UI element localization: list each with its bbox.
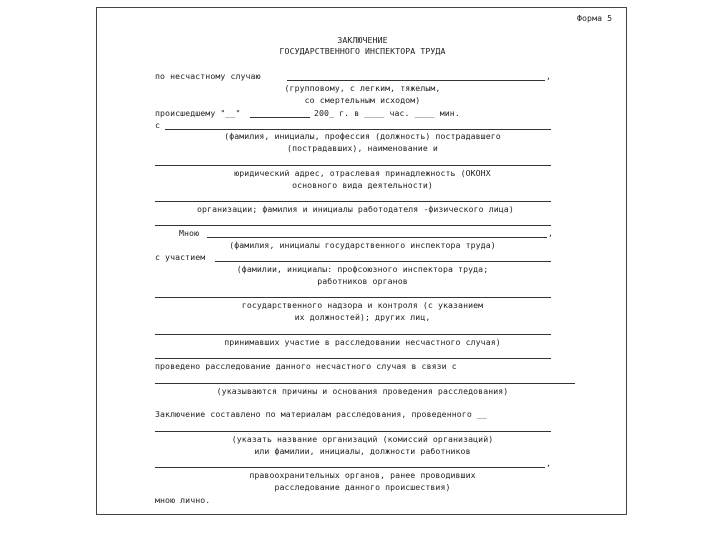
participants-field-3[interactable] [155, 334, 551, 335]
hint-participants-1: (фамилии, инициалы: профсоюзного инспектора труда; [236, 264, 489, 274]
hint-organization-2: основного вида деятельности) [292, 180, 433, 190]
line-by-me: Мною [179, 228, 200, 238]
hint-source-3: правоохранительных органов, ранее проводивших [249, 470, 476, 480]
line-personally: мною лично. [155, 495, 211, 505]
date-month-field[interactable] [250, 117, 310, 118]
line-accident-comma: , [546, 71, 552, 81]
line-with: с [155, 120, 161, 130]
hint-participants-3: государственного надзора и контроля (с указанием [241, 300, 484, 310]
organization-field-3[interactable] [155, 225, 551, 226]
hint-victim-1: (фамилия, инициалы, профессия (должность) пострадавшего [224, 131, 501, 141]
inspector-field[interactable] [207, 237, 547, 238]
document-subtitle: ГОСУДАРСТВЕННОГО ИНСПЕКТОРА ТРУДА [279, 46, 446, 56]
hint-participants-2: работников органов [317, 276, 408, 286]
participants-field-2[interactable] [155, 297, 551, 298]
hint-accident-type-2: со смертельным исходом) [304, 95, 421, 105]
organization-field-2[interactable] [155, 201, 551, 202]
hint-source-4: расследование данного происшествия) [274, 482, 451, 492]
hint-organization-1: юридический адрес, отраслевая принадлежность (ОКОНХ [234, 168, 491, 178]
line-date-prefix: происшедшему "__" [155, 108, 241, 118]
line-participants: с участием [155, 252, 206, 262]
line-by-me-comma: , [548, 228, 554, 238]
form-label: Форма 5 [577, 13, 613, 23]
source-comma: , [546, 458, 552, 468]
source-field-2[interactable] [155, 467, 545, 468]
hint-inspector: (фамилия, инициалы государственного инспектора труда) [229, 240, 496, 250]
organization-field-1[interactable] [155, 165, 551, 166]
line-conclusion: Заключение составлено по материалам расследования, проведенного __ [155, 409, 487, 419]
hint-organization-3: организации; фамилия и инициалы работодателя -физического лица) [197, 204, 514, 214]
hint-victim-2: (пострадавших), наименование и [287, 143, 438, 153]
line-date-suffix: 200_ г. в ____ час. ____ мин. [314, 108, 460, 118]
hint-accident-type-1: (групповому, с легким, тяжелым, [284, 83, 441, 93]
accident-type-field[interactable] [287, 80, 545, 81]
line-investigation: проведено расследование данного несчастного случая в связи с [155, 361, 457, 371]
document-title: ЗАКЛЮЧЕНИЕ [337, 35, 388, 45]
participants-field-4[interactable] [155, 358, 551, 359]
hint-participants-5: принимавших участие в расследовании несчастного случая) [224, 337, 501, 347]
hint-participants-4: их должностей); других лиц, [294, 312, 431, 322]
line-accident: по несчастному случаю [155, 71, 261, 81]
source-field-1[interactable] [155, 431, 551, 432]
victim-field[interactable] [165, 129, 551, 130]
hint-source-2: или фамилии, инициалы, должности работников [254, 446, 471, 456]
participants-field-1[interactable] [215, 261, 551, 262]
reason-field[interactable] [155, 383, 575, 384]
hint-reason: (указываются причины и основания проведения расследования) [216, 386, 509, 396]
hint-source-1: (указать название организаций (комиссий организаций) [231, 434, 494, 444]
form-sheet [96, 7, 627, 515]
